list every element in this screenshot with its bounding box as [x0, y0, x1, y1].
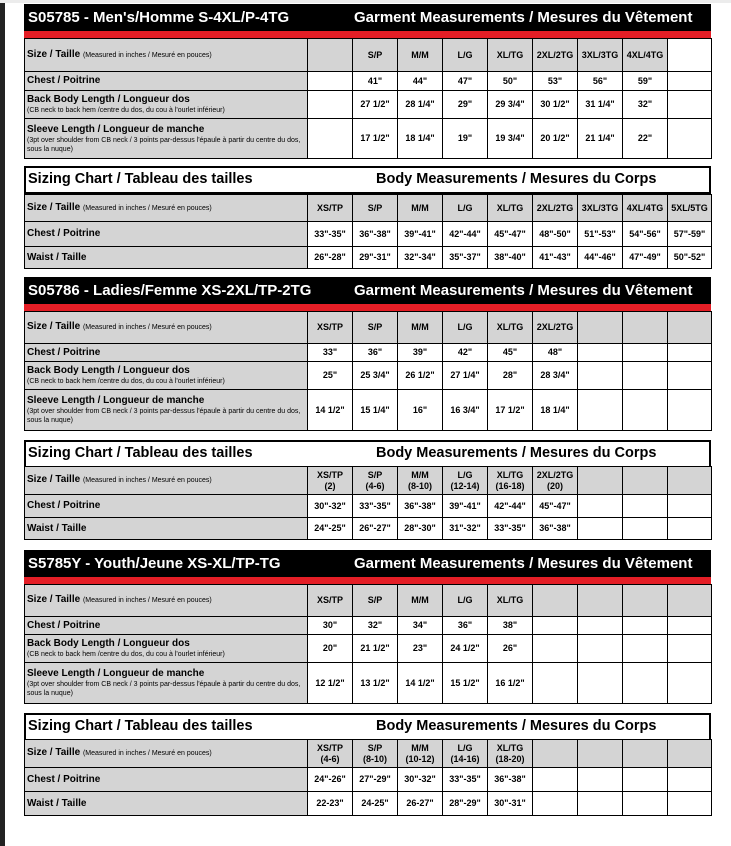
- men-garment-header: [24, 4, 711, 31]
- value-cell: 19 3/4": [488, 119, 533, 159]
- size-cell: S/P: [353, 39, 398, 72]
- size-cell: S/P (4-6): [353, 467, 398, 495]
- empty-cell: [623, 585, 668, 617]
- size-cell: S/P (8-10): [353, 740, 398, 768]
- empty-cell: [623, 768, 668, 792]
- chest-row: [25, 768, 712, 792]
- value-cell: 29 3/4": [488, 91, 533, 119]
- size-cell: XL/TG: [488, 312, 533, 344]
- empty-cell: [623, 467, 668, 495]
- chest-label: Chest / Poitrine: [25, 768, 308, 792]
- size-cell: M/M: [398, 585, 443, 617]
- empty-cell: [623, 740, 668, 768]
- value-cell: 23": [398, 635, 443, 663]
- men-garment-title: S05785 - Men's/Homme S-4XL/P-4TG: [28, 9, 290, 26]
- youth-garment-table: [24, 584, 712, 704]
- empty-cell: [668, 362, 712, 390]
- value-cell: 44": [398, 72, 443, 91]
- value-cell: 31 1/4": [578, 91, 623, 119]
- ladies-garment-title: S05786 - Ladies/Femme XS-2XL/TP-2TG: [28, 282, 312, 299]
- empty-cell: [668, 518, 712, 540]
- size-cell: S/P: [353, 585, 398, 617]
- value-cell: 45": [488, 344, 533, 362]
- size-cell: M/M: [398, 39, 443, 72]
- value-cell: 26-27": [398, 792, 443, 816]
- value-cell: 36"-38": [353, 222, 398, 247]
- empty-cell: [668, 119, 712, 159]
- value-cell: 33"-35": [308, 222, 353, 247]
- empty-cell: [308, 119, 353, 159]
- value-cell: 33"-35": [353, 495, 398, 518]
- empty-cell: [533, 635, 578, 663]
- empty-cell: [308, 72, 353, 91]
- ladies-garment-table: [24, 311, 712, 431]
- empty-cell: [668, 663, 712, 704]
- sleeve-length-label: Sleeve Length / Longueur de manche (3pt over shoulder from CB neck / 3 points par-dessus l'épaule à partir du centre du dos, sous la nuque): [25, 390, 308, 431]
- empty-cell: [623, 518, 668, 540]
- size-cell: 2XL/2TG (20): [533, 467, 578, 495]
- size-cell: XS/TP: [308, 312, 353, 344]
- value-cell: 42"-44": [443, 222, 488, 247]
- size-label-cell: Size / Taille (Measured in inches / Mesuré en pouces): [25, 195, 308, 222]
- back-length-row: [25, 91, 712, 119]
- left-edge-bar: [0, 0, 5, 846]
- value-cell: 28"-29": [443, 792, 488, 816]
- value-cell: 21 1/4": [578, 119, 623, 159]
- sleeve-length-label: Sleeve Length / Longueur de manche (3pt over shoulder from CB neck / 3 points par-dessus l'épaule à partir du centre du dos, sous la nuque): [25, 119, 308, 159]
- value-cell: 15 1/4": [353, 390, 398, 431]
- value-cell: 59": [623, 72, 668, 91]
- value-cell: 32"-34": [398, 247, 443, 269]
- size-label-cell: Size / Taille (Measured in inches / Mesuré en pouces): [25, 740, 308, 768]
- empty-cell: [668, 467, 712, 495]
- empty-cell: [623, 792, 668, 816]
- value-cell: 39": [398, 344, 443, 362]
- men-body-table: [24, 194, 712, 269]
- youth-body-table: [24, 739, 712, 816]
- empty-cell: [578, 390, 623, 431]
- size-cell: M/M (10-12): [398, 740, 443, 768]
- value-cell: 28 1/4": [398, 91, 443, 119]
- empty-cell: [668, 768, 712, 792]
- chest-row: [25, 72, 712, 91]
- empty-cell: [668, 792, 712, 816]
- value-cell: 45"-47": [533, 495, 578, 518]
- size-row: [25, 585, 712, 617]
- empty-cell: [533, 585, 578, 617]
- size-row: [25, 467, 712, 495]
- empty-cell: [578, 635, 623, 663]
- men-body-section: [24, 166, 711, 270]
- value-cell: 25 3/4": [353, 362, 398, 390]
- empty-cell: [308, 39, 353, 72]
- empty-cell: [623, 362, 668, 390]
- back-length-label: Back Body Length / Longueur dos (CB neck to back hem /centre du dos, du cou à l'ourlet inférieur): [25, 635, 308, 663]
- size-cell: XS/TP: [308, 195, 353, 222]
- empty-cell: [668, 312, 712, 344]
- size-cell: XL/TG (18-20): [488, 740, 533, 768]
- empty-cell: [533, 768, 578, 792]
- value-cell: 33"-35": [443, 768, 488, 792]
- waist-row: [25, 792, 712, 816]
- back-length-label: Back Body Length / Longueur dos (CB neck to back hem /centre du dos, du cou à l'ourlet inférieur): [25, 91, 308, 119]
- chest-label: Chest / Poitrine: [25, 344, 308, 362]
- value-cell: 47"-49": [623, 247, 668, 269]
- sleeve-length-row: [25, 119, 712, 159]
- value-cell: 41": [353, 72, 398, 91]
- size-cell: XS/TP (2): [308, 467, 353, 495]
- chest-label: Chest / Poitrine: [25, 495, 308, 518]
- value-cell: 50"-52": [668, 247, 712, 269]
- value-cell: 18 1/4": [533, 390, 578, 431]
- value-cell: 16 3/4": [443, 390, 488, 431]
- youth-body-section: [24, 713, 711, 817]
- top-edge-line: [0, 0, 731, 3]
- waist-row: [25, 247, 712, 269]
- empty-cell: [623, 390, 668, 431]
- value-cell: 39"-41": [398, 222, 443, 247]
- size-row: [25, 312, 712, 344]
- size-cell: 3XL/3TG: [578, 39, 623, 72]
- size-cell: XL/TG: [488, 39, 533, 72]
- men-red-stripe: [24, 31, 711, 38]
- size-cell: 2XL/2TG: [533, 195, 578, 222]
- size-cell: M/M: [398, 312, 443, 344]
- value-cell: 36"-38": [488, 768, 533, 792]
- empty-cell: [578, 768, 623, 792]
- empty-cell: [533, 663, 578, 704]
- size-cell: L/G (12-14): [443, 467, 488, 495]
- size-row: [25, 195, 712, 222]
- youth-garment-title: S5785Y - Youth/Jeune XS-XL/TP-TG: [28, 555, 281, 572]
- empty-cell: [578, 740, 623, 768]
- value-cell: 22": [623, 119, 668, 159]
- size-cell: 5XL/5TG: [668, 195, 712, 222]
- value-cell: 34": [398, 617, 443, 635]
- youth-garment-section: [24, 550, 711, 706]
- youth-garment-subtitle: Garment Measurements / Mesures du Vêtement: [354, 555, 693, 572]
- ladies-garment-section: [24, 277, 711, 433]
- empty-cell: [578, 495, 623, 518]
- empty-cell: [308, 91, 353, 119]
- size-cell: L/G: [443, 585, 488, 617]
- value-cell: 21 1/2": [353, 635, 398, 663]
- size-cell: L/G: [443, 195, 488, 222]
- value-cell: 24"-26": [308, 768, 353, 792]
- value-cell: 13 1/2": [353, 663, 398, 704]
- empty-cell: [668, 390, 712, 431]
- value-cell: 28": [488, 362, 533, 390]
- empty-cell: [623, 312, 668, 344]
- value-cell: 39"-41": [443, 495, 488, 518]
- chest-label: Chest / Poitrine: [25, 617, 308, 635]
- value-cell: 48": [533, 344, 578, 362]
- size-cell: 3XL/3TG: [578, 195, 623, 222]
- value-cell: 31"-32": [443, 518, 488, 540]
- empty-cell: [623, 495, 668, 518]
- empty-cell: [668, 617, 712, 635]
- sleeve-length-row: [25, 663, 712, 704]
- value-cell: 44"-46": [578, 247, 623, 269]
- empty-cell: [668, 91, 712, 119]
- value-cell: 14 1/2": [398, 663, 443, 704]
- value-cell: 56": [578, 72, 623, 91]
- empty-cell: [533, 617, 578, 635]
- sleeve-length-row: [25, 390, 712, 431]
- youth-garment-header: [24, 550, 711, 577]
- empty-cell: [578, 362, 623, 390]
- value-cell: 16": [398, 390, 443, 431]
- value-cell: 22-23": [308, 792, 353, 816]
- men-garment-section: [24, 4, 711, 159]
- value-cell: 17 1/2": [353, 119, 398, 159]
- ladies-body-header: [24, 440, 711, 468]
- value-cell: 27"-29": [353, 768, 398, 792]
- value-cell: 27 1/4": [443, 362, 488, 390]
- value-cell: 15 1/2": [443, 663, 488, 704]
- size-cell: S/P: [353, 195, 398, 222]
- size-cell: 2XL/2TG: [533, 312, 578, 344]
- men-body-subtitle: Body Measurements / Mesures du Corps: [376, 171, 657, 187]
- value-cell: 30": [308, 617, 353, 635]
- empty-cell: [623, 617, 668, 635]
- value-cell: 25": [308, 362, 353, 390]
- size-cell: XS/TP: [308, 585, 353, 617]
- value-cell: 51"-53": [578, 222, 623, 247]
- value-cell: 42": [443, 344, 488, 362]
- size-cell: 2XL/2TG: [533, 39, 578, 72]
- youth-body-subtitle: Body Measurements / Mesures du Corps: [376, 718, 657, 734]
- ladies-garment-subtitle: Garment Measurements / Mesures du Vêtement: [354, 282, 693, 299]
- chest-label: Chest / Poitrine: [25, 72, 308, 91]
- value-cell: 57"-59": [668, 222, 712, 247]
- size-cell: 4XL/4TG: [623, 39, 668, 72]
- empty-cell: [668, 72, 712, 91]
- value-cell: 53": [533, 72, 578, 91]
- empty-cell: [623, 344, 668, 362]
- ladies-body-title: Sizing Chart / Tableau des tailles: [28, 445, 253, 461]
- men-garment-subtitle: Garment Measurements / Mesures du Vêtement: [354, 9, 693, 26]
- youth-red-stripe: [24, 577, 711, 584]
- chest-row: [25, 617, 712, 635]
- back-length-row: [25, 635, 712, 663]
- size-label-cell: Size / Taille (Measured in inches / Mesuré en pouces): [25, 585, 308, 617]
- chest-row: [25, 344, 712, 362]
- men-garment-table: [24, 38, 712, 159]
- size-cell: XL/TG: [488, 585, 533, 617]
- empty-cell: [623, 635, 668, 663]
- empty-cell: [578, 344, 623, 362]
- value-cell: 29"-31": [353, 247, 398, 269]
- size-cell: S/P: [353, 312, 398, 344]
- empty-cell: [668, 740, 712, 768]
- value-cell: 33": [308, 344, 353, 362]
- empty-cell: [578, 663, 623, 704]
- back-length-row: [25, 362, 712, 390]
- value-cell: 42"-44": [488, 495, 533, 518]
- empty-cell: [533, 792, 578, 816]
- size-label-cell: Size / Taille (Measured in inches / Mesuré en pouces): [25, 467, 308, 495]
- value-cell: 26 1/2": [398, 362, 443, 390]
- waist-label: Waist / Taille: [25, 247, 308, 269]
- value-cell: 30 1/2": [533, 91, 578, 119]
- value-cell: 29": [443, 91, 488, 119]
- back-length-label: Back Body Length / Longueur dos (CB neck to back hem /centre du dos, du cou à l'ourlet inférieur): [25, 362, 308, 390]
- sleeve-length-label: Sleeve Length / Longueur de manche (3pt over shoulder from CB neck / 3 points par-dessus l'épaule à partir du centre du dos, sous la nuque): [25, 663, 308, 704]
- size-cell: M/M: [398, 195, 443, 222]
- value-cell: 48"-50": [533, 222, 578, 247]
- size-row: [25, 740, 712, 768]
- size-cell: XL/TG: [488, 195, 533, 222]
- empty-cell: [668, 635, 712, 663]
- value-cell: 24 1/2": [443, 635, 488, 663]
- value-cell: 16 1/2": [488, 663, 533, 704]
- size-label-cell: Size / Taille (Measured in inches / Mesuré en pouces): [25, 312, 308, 344]
- empty-cell: [668, 585, 712, 617]
- ladies-red-stripe: [24, 304, 711, 311]
- empty-cell: [578, 518, 623, 540]
- value-cell: 26": [488, 635, 533, 663]
- value-cell: 38"-40": [488, 247, 533, 269]
- chest-label: Chest / Poitrine: [25, 222, 308, 247]
- value-cell: 27 1/2": [353, 91, 398, 119]
- size-cell: L/G (14-16): [443, 740, 488, 768]
- value-cell: 36": [353, 344, 398, 362]
- value-cell: 30"-32": [308, 495, 353, 518]
- value-cell: 19": [443, 119, 488, 159]
- chest-row: [25, 495, 712, 518]
- value-cell: 50": [488, 72, 533, 91]
- value-cell: 17 1/2": [488, 390, 533, 431]
- size-cell: 4XL/4TG: [623, 195, 668, 222]
- youth-body-header: [24, 713, 711, 741]
- men-body-title: Sizing Chart / Tableau des tailles: [28, 171, 253, 187]
- empty-cell: [623, 663, 668, 704]
- value-cell: 54"-56": [623, 222, 668, 247]
- value-cell: 30"-32": [398, 768, 443, 792]
- ladies-garment-header: [24, 277, 711, 304]
- empty-cell: [578, 585, 623, 617]
- value-cell: 20 1/2": [533, 119, 578, 159]
- value-cell: 26"-27": [353, 518, 398, 540]
- size-cell: L/G: [443, 312, 488, 344]
- value-cell: 28 3/4": [533, 362, 578, 390]
- youth-body-title: Sizing Chart / Tableau des tailles: [28, 718, 253, 734]
- ladies-body-table: [24, 466, 712, 540]
- empty-cell: [668, 39, 712, 72]
- empty-cell: [578, 792, 623, 816]
- value-cell: 12 1/2": [308, 663, 353, 704]
- value-cell: 18 1/4": [398, 119, 443, 159]
- empty-cell: [578, 617, 623, 635]
- value-cell: 32": [623, 91, 668, 119]
- value-cell: 24"-25": [308, 518, 353, 540]
- value-cell: 20": [308, 635, 353, 663]
- size-cell: XL/TG (16-18): [488, 467, 533, 495]
- value-cell: 26"-28": [308, 247, 353, 269]
- value-cell: 33"-35": [488, 518, 533, 540]
- value-cell: 38": [488, 617, 533, 635]
- ladies-body-section: [24, 440, 711, 543]
- value-cell: 45"-47": [488, 222, 533, 247]
- value-cell: 28"-30": [398, 518, 443, 540]
- value-cell: 30"-31": [488, 792, 533, 816]
- waist-label: Waist / Taille: [25, 792, 308, 816]
- value-cell: 32": [353, 617, 398, 635]
- waist-row: [25, 518, 712, 540]
- value-cell: 36": [443, 617, 488, 635]
- value-cell: 24-25": [353, 792, 398, 816]
- empty-cell: [668, 495, 712, 518]
- size-row: [25, 39, 712, 72]
- value-cell: 14 1/2": [308, 390, 353, 431]
- value-cell: 35"-37": [443, 247, 488, 269]
- size-cell: M/M (8-10): [398, 467, 443, 495]
- empty-cell: [533, 740, 578, 768]
- empty-cell: [578, 467, 623, 495]
- value-cell: 47": [443, 72, 488, 91]
- men-body-header: [24, 166, 711, 194]
- empty-cell: [578, 312, 623, 344]
- value-cell: 36"-38": [398, 495, 443, 518]
- value-cell: 36"-38": [533, 518, 578, 540]
- chest-row: [25, 222, 712, 247]
- size-cell: L/G: [443, 39, 488, 72]
- empty-cell: [668, 344, 712, 362]
- value-cell: 41"-43": [533, 247, 578, 269]
- waist-label: Waist / Taille: [25, 518, 308, 540]
- size-label-cell: Size / Taille (Measured in inches / Mesuré en pouces): [25, 39, 308, 72]
- size-cell: XS/TP (4-6): [308, 740, 353, 768]
- ladies-body-subtitle: Body Measurements / Mesures du Corps: [376, 445, 657, 461]
